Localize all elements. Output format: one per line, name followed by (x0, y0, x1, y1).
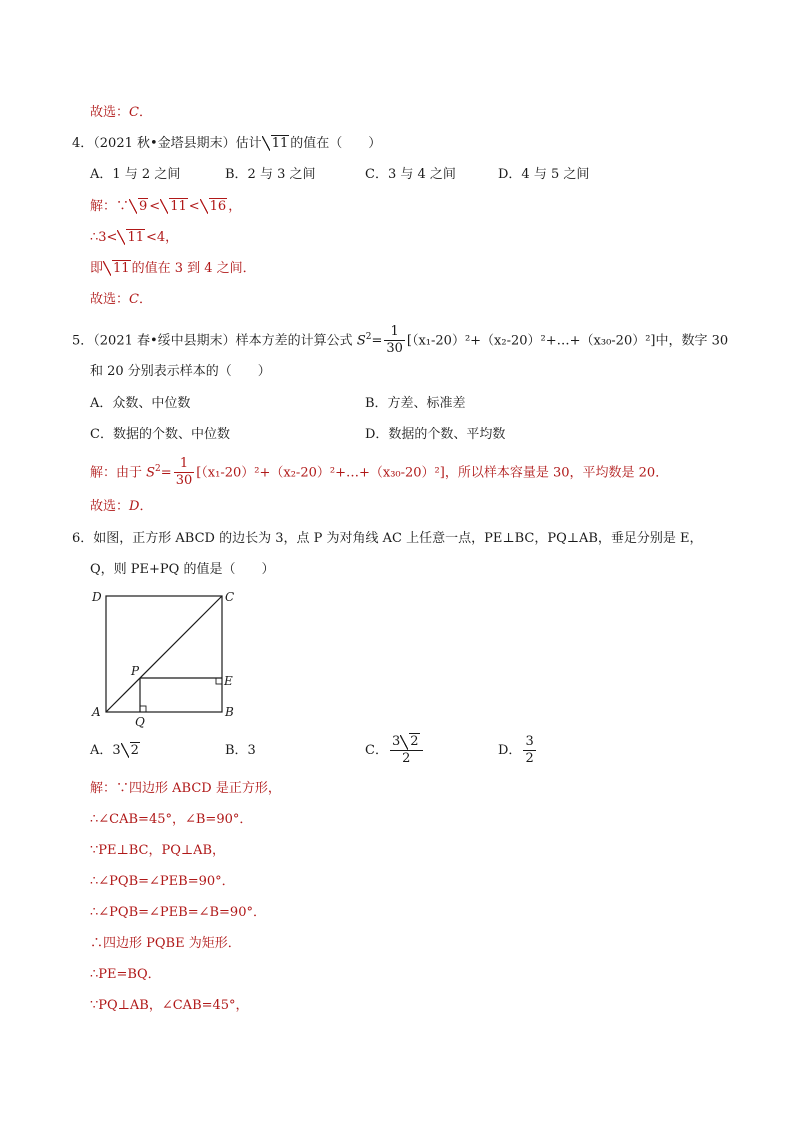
label-e: E (224, 674, 233, 688)
q4-source: （2021 秋•金塔县期末） (93, 136, 236, 151)
q6-option-c: C． $\frac{3 2}{2}$ (365, 733, 425, 769)
q4-option-a: A．1 与 2 之间 (90, 167, 181, 182)
q5-stem: 5．（2021 春•绥中县期末）样本方差的计算公式 $S^2=$ $\frac{1}{30}$ [（x₁-20）²+（x₂-20）²+…+（x₃₀-20）²]中，数字 30 (72, 324, 729, 357)
q4-solution-3: 即 11 的值在 3 到 4 之间． (90, 261, 256, 276)
q6-solution-line: ∴四边形 PQBE 为矩形． (90, 936, 241, 951)
q4-number: 4． (72, 136, 94, 151)
label-p: P (131, 664, 140, 678)
q4-option-b: B．2 与 3 之间 (225, 167, 316, 182)
label-c: C (225, 590, 235, 604)
q5-stem-line2: 和 20 分别表示样本的（ ） (90, 364, 271, 379)
q5-option-d: D．数据的个数、平均数 (365, 427, 506, 442)
q4-stem: 4．（2021 秋•金塔县期末）估计 11 的值在（ ） (72, 136, 382, 151)
q4-option-c: C．3 与 4 之间 (365, 167, 456, 182)
fraction: $\frac{1}{30}$ (386, 324, 403, 357)
q4-solution-2: ∴3< 11 <4， (90, 230, 179, 245)
q6-solution-line: ∴∠PQB=∠PEB=90°． (90, 874, 235, 889)
q4-option-d: D．4 与 5 之间 (498, 167, 590, 182)
diagonal-ac (106, 596, 222, 712)
q4-solution-1: 解：∵ 9 < 11 < 16 ， (90, 199, 242, 214)
q5-solution: 解：由于 $S^2=$ $\frac{1}{30}$ [（x₁-20）²+（x₂-20）²+…+（x₃₀-20）²]，所以样本容量是 30，平均数是 20． (90, 456, 669, 489)
square-figure (88, 586, 248, 728)
q6-solution-line: ∵PQ⊥AB，∠CAB=45°， (90, 998, 249, 1013)
right-angle-q (140, 706, 146, 712)
q6-option-d: D． $\frac{3}{2}$ (498, 734, 534, 766)
q5-answer: 故选：D． (90, 499, 153, 514)
q6-stem: 6．如图，正方形 ABCD 的边长为 3，点 P 为对角线 AC 上任意一点，PE⊥BC，PQ⊥AB，垂足分别是 E， (72, 531, 703, 546)
q5-option-b: B．方差、标准差 (365, 396, 466, 411)
q6-option-a: A．3 2 (90, 743, 139, 758)
q6-solution-line: ∴∠CAB=45°，∠B=90°． (90, 812, 253, 827)
q6-solution-line: 解：∵四边形 ABCD 是正方形， (90, 781, 281, 796)
q6-solution-line: ∴PE=BQ． (90, 967, 161, 982)
q6-option-b: B．3 (225, 743, 256, 758)
label-a: A (92, 705, 101, 719)
q6-stem-line2: Q，则 PE+PQ 的值是（ ） (90, 562, 275, 577)
q6-solution-line: ∵PE⊥BC，PQ⊥AB， (90, 843, 226, 858)
q5-option-c: C．数据的个数、中位数 (90, 427, 230, 442)
right-angle-e (216, 678, 222, 684)
label-q: Q (135, 715, 145, 728)
q6-solution-line: ∴∠PQB=∠PEB=∠B=90°． (90, 905, 266, 920)
sqrt-symbol: 11 (262, 135, 290, 153)
q4-answer: 故选：C． (90, 292, 152, 307)
label-b: B (225, 705, 234, 719)
q5-option-a: A．众数、中位数 (90, 396, 191, 411)
label-d: D (92, 590, 102, 604)
prev-answer: 故选：C． (90, 105, 152, 120)
